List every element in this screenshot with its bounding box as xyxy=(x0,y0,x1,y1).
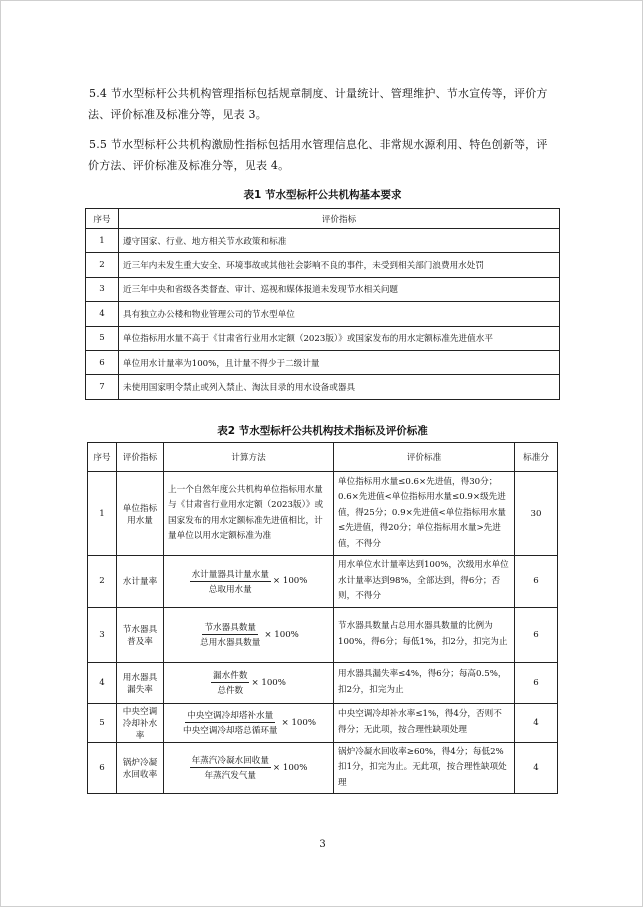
table-row xyxy=(88,742,558,794)
row-method xyxy=(164,472,334,556)
row-standard: 用水器具漏失率≤4%，得6分；每高0.5%，扣2分，扣完为止 xyxy=(334,662,515,703)
row-text: 遵守国家、行业、地方相关节水政策和标准 xyxy=(119,229,560,253)
formula-fraction xyxy=(181,709,280,736)
table-row xyxy=(86,350,560,374)
formula-numerator: 年蒸汽冷凝水回收量 xyxy=(191,756,269,767)
row-method xyxy=(164,607,334,662)
table-row xyxy=(86,375,560,399)
row-indicator: 用水器具漏失率 xyxy=(117,662,164,703)
formula-numerator: 水计量器具计量水量 xyxy=(191,569,269,580)
formula-denominator: 年蒸汽发气量 xyxy=(204,771,257,782)
row-indicator: 水计量率 xyxy=(117,556,164,608)
row-indicator: 锅炉冷凝水回收率 xyxy=(117,742,164,794)
formula-denominator: 总件数 xyxy=(217,686,244,696)
table-row xyxy=(86,229,560,253)
formula-fraction xyxy=(211,669,249,696)
table-header-row xyxy=(86,209,560,229)
row-number: 4 xyxy=(88,662,117,703)
header-cell: 序号 xyxy=(86,209,119,229)
formula-multiplier: × 100% xyxy=(251,677,286,688)
formula-fraction xyxy=(198,621,262,648)
header-cell: 评价指标 xyxy=(119,209,560,229)
row-method xyxy=(164,556,334,608)
formula-fraction xyxy=(190,568,271,595)
paragraph-5-4: 5.4 节水型标杆公共机构管理指标包括规章制度、计量统计、管理维护、节水宣传等，评价方法、评价标准及标准分等，见表 3。 xyxy=(88,87,548,121)
header-cell: 标准分 xyxy=(515,443,558,472)
formula-denominator: 总取用水量 xyxy=(208,584,252,595)
row-standard: 单位指标用水量≤0.6×先进值，得30分；0.6×先进值<单位指标用水量≤0.9×级先进值，得25分；0.9×先进值<单位指标用水量≤先进值，得20分；单位指标用水量>先进值，不得分 xyxy=(334,472,515,556)
table2-caption: 表2 节水型标杆公共机构技术指标及评价标准 xyxy=(217,425,428,437)
basic-requirements-table xyxy=(85,208,560,400)
row-method xyxy=(164,742,334,794)
method-text: 上一个自然年度公共机构单位指标用水量与《甘肃省行业用水定额（2023版）》或国家发布的用水定额标准先进值相比，计量单位以用水定额标准为准 xyxy=(168,484,324,541)
row-text: 未使用国家明令禁止或列入禁止、淘汰目录的用水设备或器具 xyxy=(119,375,560,399)
row-standard: 用水单位水计量率达到100%，次级用水单位水计量率达到98%，全部达到，得6分；否则，不得分 xyxy=(334,556,515,608)
table-row xyxy=(86,326,560,350)
row-indicator: 节水器具普及率 xyxy=(117,607,164,662)
header-cell: 评价指标 xyxy=(117,443,164,472)
row-text: 具有独立办公楼和物业管理公司的节水型单位 xyxy=(119,302,560,326)
formula-numerator: 节水器具数量 xyxy=(204,623,257,633)
formula-multiplier: × 100% xyxy=(281,717,317,728)
row-method xyxy=(164,662,334,703)
header-cell: 评价标准 xyxy=(334,443,515,472)
formula-denominator: 总用水器具数量 xyxy=(200,638,261,648)
table-row xyxy=(88,472,558,556)
row-score: 6 xyxy=(515,556,558,608)
row-standard: 锅炉冷凝水回收率≥60%，得4分；每低2%扣1分，扣完为止。无此项，按合理性缺项处理 xyxy=(334,742,515,794)
table-row xyxy=(88,607,558,662)
row-number: 1 xyxy=(86,229,119,253)
row-text: 近三年内未发生重大安全、环境事故或其他社会影响不良的事件，未受到相关部门浪费用水处罚 xyxy=(119,253,560,277)
row-indicator: 中央空调冷却补水率 xyxy=(117,703,164,742)
row-number: 7 xyxy=(86,375,119,399)
paragraph-5-5: 5.5 节水型标杆公共机构激励性指标包括用水管理信息化、非常规水源利用、特色创新等，评价方法、评价标准及标准分等，见表 4。 xyxy=(88,138,548,172)
row-number: 6 xyxy=(86,350,119,374)
header-cell: 序号 xyxy=(88,443,117,472)
table-row xyxy=(88,662,558,703)
row-number: 1 xyxy=(88,472,117,556)
formula-numerator: 中央空调冷却塔补水量 xyxy=(187,711,274,721)
row-standard: 节水器具数量占总用水器具数量的比例为100%，得6分；每低1%，扣2分，扣完为止 xyxy=(334,607,515,662)
table-row xyxy=(86,253,560,277)
row-score: 30 xyxy=(515,472,558,556)
table-row xyxy=(88,703,558,742)
row-method xyxy=(164,703,334,742)
row-number: 3 xyxy=(86,277,119,301)
table-header-row xyxy=(88,443,558,472)
table1-caption: 表1 节水型标杆公共机构基本要求 xyxy=(243,189,402,201)
row-number: 2 xyxy=(88,556,117,608)
table-row xyxy=(86,302,560,326)
formula-multiplier: × 100% xyxy=(272,576,308,587)
formula-fraction xyxy=(190,754,271,781)
row-score: 4 xyxy=(515,742,558,794)
row-number: 4 xyxy=(86,302,119,326)
row-standard: 中央空调冷却补水率≤1%，得4分，否则不得分；无此项，按合理性缺项处理 xyxy=(334,703,515,742)
formula-multiplier: × 100% xyxy=(264,629,299,640)
row-score: 6 xyxy=(515,662,558,703)
row-number: 5 xyxy=(86,326,119,350)
row-text: 近三年中央和省级各类督查、审计、巡视和媒体报道未发现节水相关问题 xyxy=(119,277,560,301)
formula-denominator: 中央空调冷却塔总循环量 xyxy=(182,726,278,736)
row-number: 6 xyxy=(88,742,117,794)
table-row xyxy=(86,277,560,301)
table-row xyxy=(88,556,558,608)
row-text: 单位用水计量率为100%，且计量不得少于二级计量 xyxy=(119,350,560,374)
row-text: 单位指标用水量不高于《甘肃省行业用水定额（2023版）》或国家发布的用水定额标准先进值水平 xyxy=(119,326,560,350)
row-number: 5 xyxy=(88,703,117,742)
row-number: 3 xyxy=(88,607,117,662)
row-indicator: 单位指标用水量 xyxy=(117,472,164,556)
row-score: 6 xyxy=(515,607,558,662)
formula-multiplier: × 100% xyxy=(272,762,308,773)
header-cell: 计算方法 xyxy=(164,443,334,472)
page-number: 3 xyxy=(319,839,326,850)
row-number: 2 xyxy=(86,253,119,277)
formula-numerator: 漏水件数 xyxy=(213,671,248,681)
technical-indicators-table xyxy=(87,442,558,794)
row-score: 4 xyxy=(515,703,558,742)
